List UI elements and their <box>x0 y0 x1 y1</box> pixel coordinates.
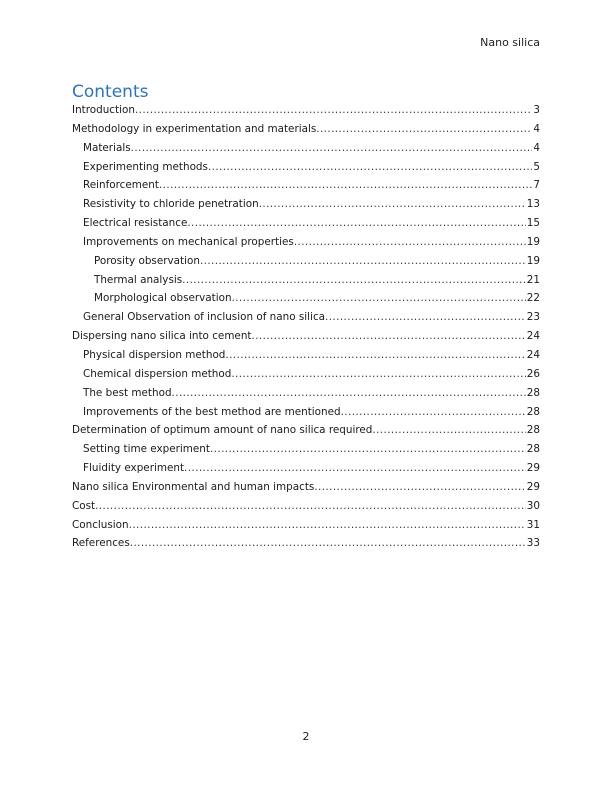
dot-leader <box>184 459 526 478</box>
toc-entry-page: 33 <box>526 537 540 550</box>
toc-entry-label: References <box>72 537 130 550</box>
toc-entry[interactable] <box>72 271 540 290</box>
toc-entry-label: General Observation of inclusion of nano silica <box>83 311 326 324</box>
dot-leader <box>95 497 526 516</box>
toc-entry-page: 28 <box>526 424 540 437</box>
dot-leader <box>130 534 526 553</box>
toc-entry-page: 22 <box>526 292 540 305</box>
toc-entry[interactable] <box>72 534 540 553</box>
toc-entry[interactable] <box>72 308 540 327</box>
dot-leader <box>159 176 532 195</box>
toc-entry-page: 3 <box>533 104 540 116</box>
toc-entry-page: 5 <box>533 160 540 173</box>
toc-entry-label: Methodology in experimentation and materials <box>72 122 317 135</box>
toc-entry[interactable] <box>72 214 540 233</box>
toc-entry[interactable] <box>72 440 540 459</box>
toc-entry-label: Resistivity to chloride penetration <box>83 198 259 211</box>
toc-heading: Contents <box>72 82 149 102</box>
dot-leader <box>294 233 526 252</box>
dot-leader <box>187 214 525 233</box>
dot-leader <box>314 478 525 497</box>
dot-leader <box>316 120 532 139</box>
toc-entry-page: 29 <box>526 480 540 493</box>
toc-entry-label: Conclusion <box>72 518 129 531</box>
dot-leader <box>372 421 525 440</box>
toc-entry-page: 31 <box>526 518 540 531</box>
toc-entry-label: Morphological observation <box>94 292 232 305</box>
toc-entry-label: Thermal analysis <box>94 273 183 286</box>
dot-leader <box>225 346 525 365</box>
running-header: Nano silica <box>480 36 540 49</box>
toc-entry-label: Dispersing nano silica into cement <box>72 330 252 343</box>
page-number: 2 <box>302 730 310 743</box>
toc-entry-page: 28 <box>526 405 540 418</box>
table-of-contents <box>72 101 540 553</box>
toc-entry-page: 26 <box>526 367 540 380</box>
toc-entry-page: 30 <box>526 499 540 512</box>
dot-leader <box>341 403 526 422</box>
toc-entry[interactable] <box>72 120 540 139</box>
toc-entry-label: Porosity observation <box>94 254 200 267</box>
toc-entry-label: Fluidity experiment <box>83 462 185 475</box>
toc-entry-label: Cost <box>72 499 96 512</box>
toc-entry-page: 29 <box>526 462 540 475</box>
toc-entry[interactable] <box>72 158 540 177</box>
toc-entry[interactable] <box>72 233 540 252</box>
toc-entry[interactable] <box>72 478 540 497</box>
toc-entry-label: Reinforcement <box>83 179 159 192</box>
toc-entry-page: 19 <box>526 235 540 248</box>
toc-entry-label: Improvements on mechanical properties <box>83 235 294 248</box>
dot-leader <box>259 195 526 214</box>
toc-entry-label: Electrical resistance <box>83 217 188 230</box>
toc-entry-label: Improvements of the best method are mentioned <box>83 405 341 418</box>
toc-entry[interactable] <box>72 459 540 478</box>
dot-leader <box>129 516 526 535</box>
toc-entry[interactable] <box>72 516 540 535</box>
toc-entry[interactable] <box>72 384 540 403</box>
toc-entry-page: 28 <box>526 443 540 456</box>
toc-entry-label: Materials <box>83 141 131 154</box>
dot-leader <box>200 252 526 271</box>
toc-entry-page: 19 <box>526 254 540 267</box>
toc-entry[interactable] <box>72 195 540 214</box>
toc-entry-page: 24 <box>526 348 540 361</box>
toc-entry[interactable] <box>72 176 540 195</box>
toc-entry[interactable] <box>72 421 540 440</box>
toc-entry-page: 4 <box>533 141 540 154</box>
toc-entry-page: 4 <box>533 122 540 135</box>
toc-entry-label: Determination of optimum amount of nano silica required <box>72 424 373 437</box>
toc-entry-page: 7 <box>533 179 540 192</box>
toc-entry-page: 24 <box>526 330 540 343</box>
dot-leader <box>131 139 533 158</box>
dot-leader <box>210 440 526 459</box>
toc-entry[interactable] <box>72 139 540 158</box>
toc-entry-label: Experimenting methods <box>83 160 208 173</box>
toc-entry[interactable] <box>72 289 540 308</box>
toc-entry[interactable] <box>72 365 540 384</box>
dot-leader <box>232 289 526 308</box>
toc-entry[interactable] <box>72 101 540 120</box>
toc-entry[interactable] <box>72 497 540 516</box>
toc-entry-page: 15 <box>526 217 540 230</box>
dot-leader <box>208 158 532 177</box>
toc-entry-label: Nano silica Environmental and human impacts <box>72 480 315 493</box>
toc-entry[interactable] <box>72 252 540 271</box>
dot-leader <box>172 384 526 403</box>
toc-entry-label: Introduction <box>72 104 135 116</box>
dot-leader <box>325 308 526 327</box>
toc-entry-page: 28 <box>526 386 540 399</box>
dot-leader <box>182 271 526 290</box>
toc-entry-label: Chemical dispersion method <box>83 367 232 380</box>
toc-entry-page: 13 <box>526 198 540 211</box>
dot-leader <box>252 327 526 346</box>
dot-leader <box>135 101 532 120</box>
toc-entry-label: Physical dispersion method <box>83 348 226 361</box>
toc-entry[interactable] <box>72 346 540 365</box>
dot-leader <box>231 365 525 384</box>
toc-entry[interactable] <box>72 403 540 422</box>
toc-entry-label: The best method <box>83 386 172 399</box>
toc-entry[interactable] <box>72 327 540 346</box>
toc-entry-page: 21 <box>526 273 540 286</box>
toc-entry-page: 23 <box>526 311 540 324</box>
toc-entry-label: Setting time experiment <box>83 443 210 456</box>
